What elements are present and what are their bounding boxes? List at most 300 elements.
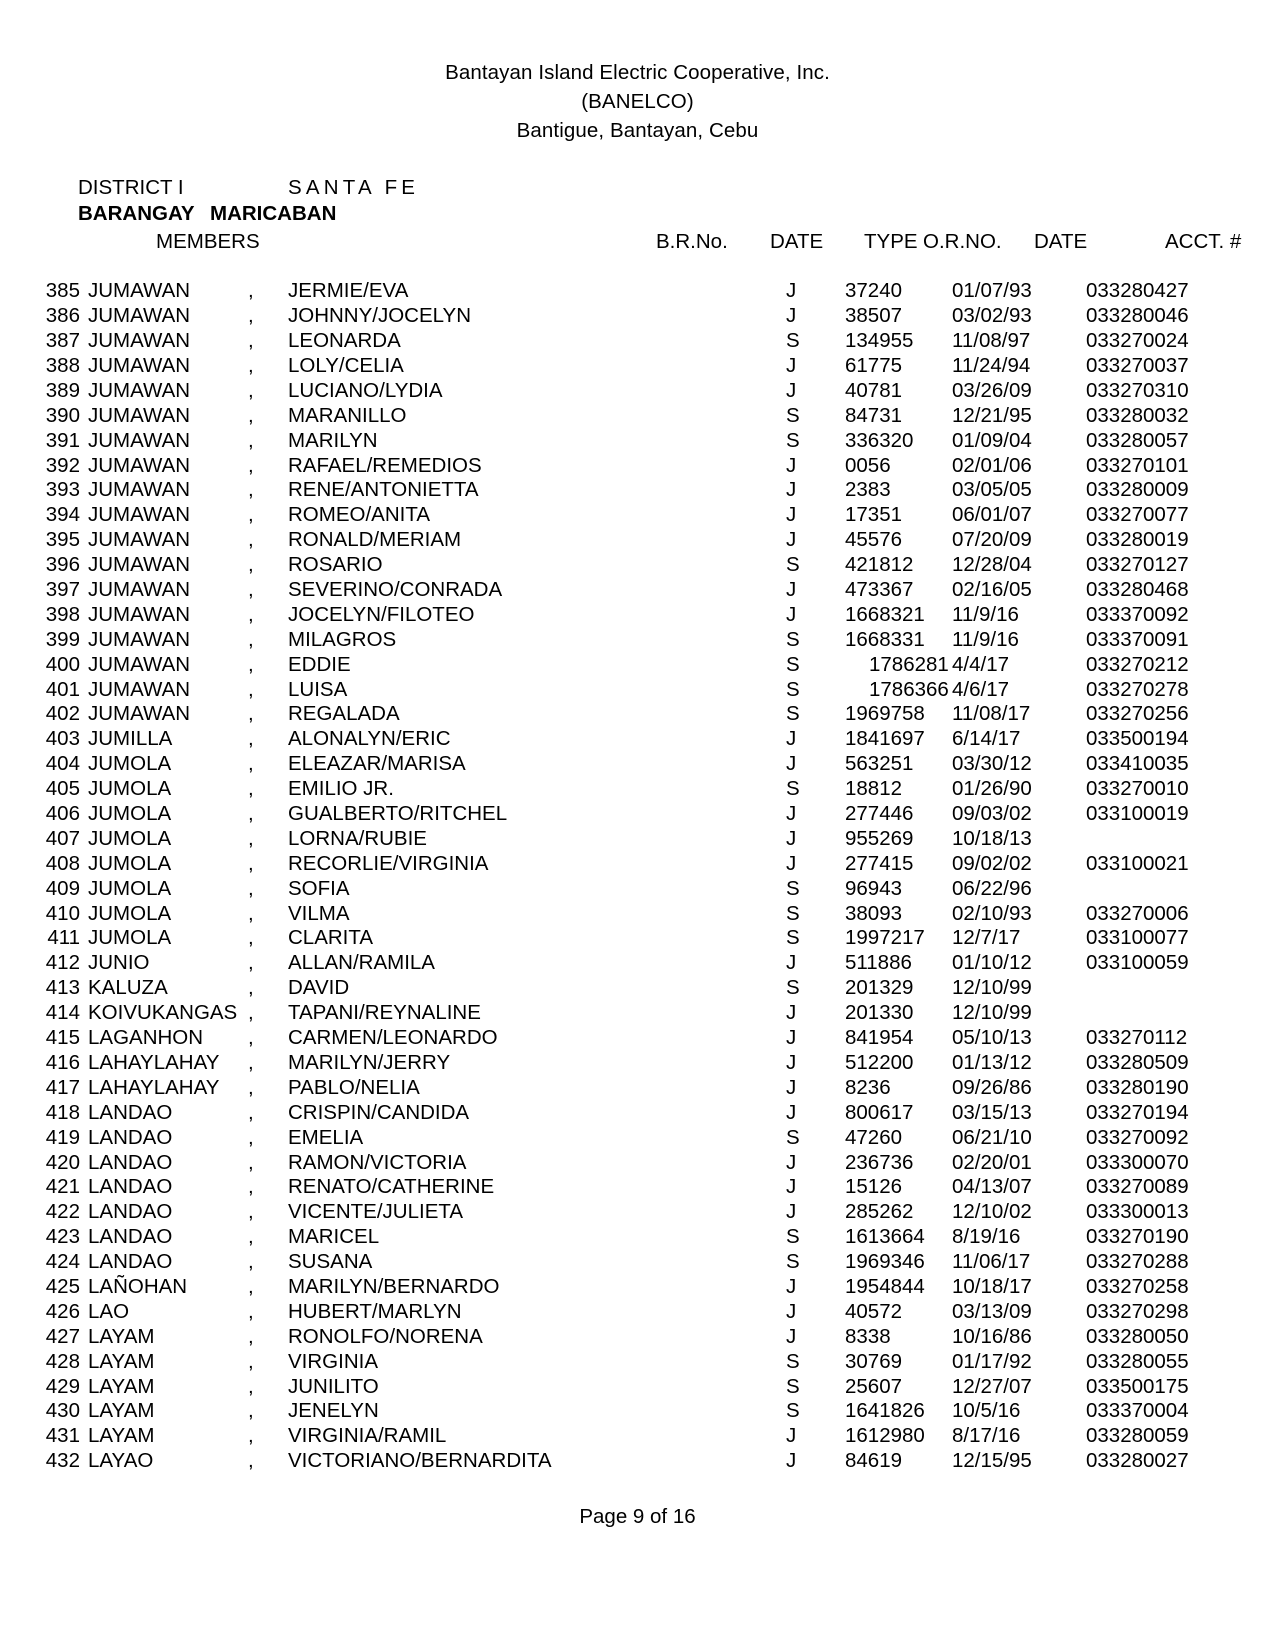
account-number: 033500175 xyxy=(1086,1374,1189,1398)
table-row xyxy=(0,976,1275,1001)
account-number: 033280050 xyxy=(1086,1324,1189,1348)
member-number: 422 xyxy=(45,1200,80,1224)
member-type: J xyxy=(786,802,797,826)
table-row xyxy=(0,1300,1275,1325)
or-date: 03/02/93 xyxy=(952,304,1032,328)
member-given-name: SUSANA xyxy=(288,1250,373,1274)
member-type: S xyxy=(786,1399,800,1423)
member-number: 420 xyxy=(45,1150,80,1174)
or-number: 512200 xyxy=(845,1050,914,1074)
or-number: 277415 xyxy=(845,851,914,875)
or-number: 1668321 xyxy=(845,602,925,626)
member-surname: LAO xyxy=(88,1299,130,1323)
or-date: 09/02/02 xyxy=(952,851,1032,875)
name-separator: , xyxy=(248,1274,254,1298)
member-number: 408 xyxy=(45,851,80,875)
name-separator: , xyxy=(248,304,254,328)
or-number: 473367 xyxy=(845,578,914,602)
member-number: 392 xyxy=(45,453,80,477)
or-number: 25607 xyxy=(845,1374,903,1398)
member-number: 431 xyxy=(45,1424,80,1448)
member-type: J xyxy=(786,279,797,303)
member-number: 394 xyxy=(45,503,80,527)
table-row xyxy=(0,329,1275,354)
member-type: J xyxy=(786,602,797,626)
member-given-name: RONALD/MERIAM xyxy=(288,528,462,552)
member-given-name: JENELYN xyxy=(288,1399,379,1423)
member-type: S xyxy=(786,702,800,726)
or-number: 96943 xyxy=(845,876,903,900)
member-surname: LAYAM xyxy=(88,1324,155,1348)
table-row xyxy=(0,354,1275,379)
member-number: 411 xyxy=(47,926,80,950)
member-number: 417 xyxy=(45,1075,80,1099)
member-given-name: LORNA/RUBIE xyxy=(288,826,427,850)
member-number: 432 xyxy=(45,1449,80,1473)
or-number: 134955 xyxy=(845,329,914,353)
or-number: 277446 xyxy=(845,802,914,826)
name-separator: , xyxy=(248,976,254,1000)
account-number: 033370092 xyxy=(1086,602,1189,626)
account-number: 033270092 xyxy=(1086,1125,1189,1149)
member-number: 402 xyxy=(45,702,80,726)
member-number: 393 xyxy=(45,478,80,502)
member-type: J xyxy=(786,1175,797,1199)
name-separator: , xyxy=(248,1026,254,1050)
member-given-name: MARICEL xyxy=(288,1225,380,1249)
member-number: 391 xyxy=(45,428,80,452)
name-separator: , xyxy=(248,851,254,875)
or-number: 45576 xyxy=(845,528,903,552)
member-number: 425 xyxy=(45,1274,80,1298)
table-row xyxy=(0,1275,1275,1300)
name-separator: , xyxy=(248,553,254,577)
member-number: 407 xyxy=(45,826,80,850)
or-date: 02/10/93 xyxy=(952,901,1032,925)
name-separator: , xyxy=(248,1125,254,1149)
or-number: 336320 xyxy=(845,428,914,452)
account-number: 033270024 xyxy=(1086,329,1189,353)
name-separator: , xyxy=(248,354,254,377)
member-surname: LANDAO xyxy=(88,1250,173,1274)
table-row xyxy=(0,1449,1275,1474)
member-surname: KALUZA xyxy=(88,976,168,1000)
or-date: 12/27/07 xyxy=(952,1374,1032,1398)
name-separator: , xyxy=(248,1150,254,1174)
member-number: 400 xyxy=(45,652,80,676)
table-row xyxy=(0,1399,1275,1424)
member-type: S xyxy=(786,329,800,353)
table-row xyxy=(0,1350,1275,1375)
or-number: 40781 xyxy=(845,378,903,402)
member-number: 419 xyxy=(45,1125,80,1149)
table-row xyxy=(0,304,1275,329)
members-table xyxy=(0,279,1275,1474)
district-label: DISTRICT I xyxy=(78,176,184,200)
member-type: J xyxy=(786,1324,797,1348)
account-number: 033270298 xyxy=(1086,1299,1189,1323)
member-number: 396 xyxy=(45,553,80,577)
name-separator: , xyxy=(248,752,254,776)
member-type: S xyxy=(786,652,800,676)
member-given-name: CARMEN/LEONARDO xyxy=(288,1026,498,1050)
table-row xyxy=(0,404,1275,429)
member-type: J xyxy=(786,378,797,402)
barangay-name: MARICABAN xyxy=(210,202,337,226)
member-given-name: EDDIE xyxy=(288,652,351,676)
member-surname: LANDAO xyxy=(88,1175,173,1199)
or-date: 02/01/06 xyxy=(952,453,1032,477)
member-type: S xyxy=(786,1349,800,1373)
account-number: 033280009 xyxy=(1086,478,1189,502)
member-surname: LANDAO xyxy=(88,1225,173,1249)
account-number: 033300013 xyxy=(1086,1200,1189,1224)
member-surname: JUMILLA xyxy=(88,727,173,751)
or-date: 06/01/07 xyxy=(952,503,1032,527)
member-given-name: RAMON/VICTORIA xyxy=(288,1150,467,1174)
name-separator: , xyxy=(248,428,254,452)
column-header-row xyxy=(78,227,1275,257)
name-separator: , xyxy=(248,1250,254,1274)
table-row xyxy=(0,1001,1275,1026)
member-type: S xyxy=(786,1225,800,1249)
name-separator: , xyxy=(248,1075,254,1099)
or-date: 05/10/13 xyxy=(952,1026,1032,1050)
or-date: 06/21/10 xyxy=(952,1125,1032,1149)
member-type: J xyxy=(786,826,797,850)
member-surname: JUMAWAN xyxy=(88,553,191,577)
or-number: 30769 xyxy=(845,1349,903,1373)
or-date: 02/20/01 xyxy=(952,1150,1032,1174)
account-number: 033270256 xyxy=(1086,702,1189,726)
member-given-name: HUBERT/MARLYN xyxy=(288,1299,462,1323)
table-row xyxy=(0,926,1275,951)
member-surname: JUMOLA xyxy=(88,777,172,801)
member-surname: JUMAWAN xyxy=(88,403,191,427)
member-number: 415 xyxy=(45,1026,80,1050)
member-surname: JUMOLA xyxy=(88,876,172,900)
or-date: 06/22/96 xyxy=(952,876,1032,900)
or-date: 01/07/93 xyxy=(952,279,1032,303)
member-number: 412 xyxy=(45,951,80,975)
account-number: 033270190 xyxy=(1086,1225,1189,1249)
member-number: 405 xyxy=(45,777,80,801)
column-header-br-date: DATE xyxy=(770,230,824,254)
table-row xyxy=(0,1375,1275,1400)
member-type: J xyxy=(786,1026,797,1050)
account-number: 033270127 xyxy=(1086,553,1189,577)
member-type: S xyxy=(786,403,800,427)
name-separator: , xyxy=(248,1001,254,1025)
member-number: 421 xyxy=(45,1175,80,1199)
member-type: J xyxy=(786,1424,797,1448)
or-number: 236736 xyxy=(845,1150,914,1174)
or-date: 03/30/12 xyxy=(952,752,1032,776)
or-date: 4/6/17 xyxy=(952,677,1009,701)
or-date: 12/10/99 xyxy=(952,1001,1032,1025)
account-number: 033270288 xyxy=(1086,1250,1189,1274)
member-surname: LAYAM xyxy=(88,1399,155,1423)
member-given-name: MARILYN xyxy=(288,428,378,452)
account-number: 033100059 xyxy=(1086,951,1189,975)
member-number: 387 xyxy=(45,329,80,353)
account-number: 033280190 xyxy=(1086,1075,1189,1099)
member-type: S xyxy=(786,1250,800,1274)
name-separator: , xyxy=(248,901,254,925)
report-metadata xyxy=(0,173,1275,257)
or-number: 285262 xyxy=(845,1200,914,1224)
member-given-name: ALLAN/RAMILA xyxy=(288,951,435,975)
name-separator: , xyxy=(248,329,254,353)
name-separator: , xyxy=(248,528,254,552)
or-number: 18812 xyxy=(845,777,903,801)
member-given-name: PABLO/NELIA xyxy=(288,1075,420,1099)
member-surname: LAHAYLAHAY xyxy=(88,1075,220,1099)
name-separator: , xyxy=(248,602,254,626)
member-type: J xyxy=(786,752,797,776)
barangay-label: BARANGAY xyxy=(78,202,195,226)
or-number: 2383 xyxy=(845,478,891,502)
or-number: 15126 xyxy=(845,1175,903,1199)
table-row xyxy=(0,702,1275,727)
table-row xyxy=(0,1424,1275,1449)
member-surname: JUMAWAN xyxy=(88,428,191,452)
member-number: 428 xyxy=(45,1349,80,1373)
member-number: 395 xyxy=(45,528,80,552)
table-row xyxy=(0,503,1275,528)
member-given-name: RENATO/CATHERINE xyxy=(288,1175,495,1199)
member-given-name: ALONALYN/ERIC xyxy=(288,727,451,751)
or-number: 563251 xyxy=(845,752,914,776)
or-number: 8338 xyxy=(845,1324,891,1348)
member-number: 403 xyxy=(45,727,80,751)
name-separator: , xyxy=(248,777,254,801)
or-date: 6/14/17 xyxy=(952,727,1021,751)
account-number: 033280057 xyxy=(1086,428,1189,452)
member-surname: JUMOLA xyxy=(88,752,172,776)
or-number: 38507 xyxy=(845,304,903,328)
account-number: 033100021 xyxy=(1086,851,1189,875)
member-number: 406 xyxy=(45,802,80,826)
member-type: J xyxy=(786,1274,797,1298)
name-separator: , xyxy=(248,403,254,427)
member-given-name: LOLY/CELIA xyxy=(288,354,404,377)
member-type: J xyxy=(786,503,797,527)
name-separator: , xyxy=(248,1424,254,1448)
member-number: 398 xyxy=(45,602,80,626)
member-type: J xyxy=(786,478,797,502)
account-number: 033270089 xyxy=(1086,1175,1189,1199)
member-given-name: SOFIA xyxy=(288,876,350,900)
table-row xyxy=(0,603,1275,628)
table-row xyxy=(0,379,1275,404)
or-date: 03/15/13 xyxy=(952,1100,1032,1124)
or-date: 12/21/95 xyxy=(952,403,1032,427)
member-surname: JUMAWAN xyxy=(88,602,191,626)
account-number: 033270006 xyxy=(1086,901,1189,925)
or-number: 61775 xyxy=(845,354,903,377)
member-type: S xyxy=(786,901,800,925)
column-header-type: TYPE xyxy=(864,230,918,254)
table-row xyxy=(0,877,1275,902)
or-number: 47260 xyxy=(845,1125,903,1149)
member-type: J xyxy=(786,528,797,552)
member-type: S xyxy=(786,976,800,1000)
account-number: 033280468 xyxy=(1086,578,1189,602)
or-date: 11/9/16 xyxy=(952,627,1019,651)
or-date: 11/24/94 xyxy=(952,354,1031,377)
or-number: 955269 xyxy=(845,826,914,850)
or-date: 12/28/04 xyxy=(952,553,1032,577)
member-surname: LAYAM xyxy=(88,1349,155,1373)
or-date: 4/4/17 xyxy=(952,652,1009,676)
table-row xyxy=(0,902,1275,927)
or-number: 17351 xyxy=(845,503,903,527)
name-separator: , xyxy=(248,1449,254,1473)
member-type: J xyxy=(786,578,797,602)
member-number: 397 xyxy=(45,578,80,602)
or-number: 421812 xyxy=(845,553,914,577)
cooperative-name: Bantayan Island Electric Cooperative, Inc. xyxy=(445,61,830,84)
or-date: 11/9/16 xyxy=(952,602,1019,626)
column-header-orno: O.R.NO. xyxy=(923,230,1002,254)
member-type: J xyxy=(786,304,797,328)
member-surname: LAHAYLAHAY xyxy=(88,1050,220,1074)
account-number: 033270037 xyxy=(1086,354,1189,377)
table-row xyxy=(0,478,1275,503)
or-number: 201330 xyxy=(845,1001,914,1025)
account-number: 033270112 xyxy=(1086,1026,1188,1050)
or-date: 10/18/17 xyxy=(952,1274,1032,1298)
table-row xyxy=(0,628,1275,653)
member-number: 389 xyxy=(45,378,80,402)
member-surname: KOIVUKANGAS xyxy=(88,1001,238,1025)
table-row xyxy=(0,578,1275,603)
page-number-label: Page 9 of 16 xyxy=(579,1505,696,1528)
column-header-brno: B.R.No. xyxy=(656,230,728,254)
or-number: 201329 xyxy=(845,976,914,1000)
account-number: 033270278 xyxy=(1086,677,1189,701)
member-surname: JUMAWAN xyxy=(88,578,191,602)
or-date: 03/05/05 xyxy=(952,478,1032,502)
or-number: 84731 xyxy=(845,403,903,427)
member-surname: JUMAWAN xyxy=(88,503,191,527)
or-number: 84619 xyxy=(845,1449,903,1473)
account-number: 033280027 xyxy=(1086,1449,1189,1473)
or-date: 01/10/12 xyxy=(952,951,1032,975)
member-type: S xyxy=(786,1125,800,1149)
table-row xyxy=(0,429,1275,454)
account-number: 033270101 xyxy=(1086,453,1189,477)
member-number: 418 xyxy=(45,1100,80,1124)
or-date: 10/18/13 xyxy=(952,826,1032,850)
member-type: J xyxy=(786,453,797,477)
member-type: J xyxy=(786,1050,797,1074)
or-date: 01/17/92 xyxy=(952,1349,1032,1373)
member-surname: JUMAWAN xyxy=(88,652,191,676)
name-separator: , xyxy=(248,826,254,850)
member-type: J xyxy=(786,354,797,377)
or-number: 40572 xyxy=(845,1299,903,1323)
or-number: 1641826 xyxy=(845,1399,925,1423)
name-separator: , xyxy=(248,627,254,651)
account-number: 033270212 xyxy=(1086,652,1189,676)
name-separator: , xyxy=(248,1225,254,1249)
or-number: 38093 xyxy=(845,901,903,925)
table-row xyxy=(0,1101,1275,1126)
table-row xyxy=(0,528,1275,553)
table-row xyxy=(0,777,1275,802)
name-separator: , xyxy=(248,1324,254,1348)
or-number: 800617 xyxy=(845,1100,914,1124)
or-number: 1612980 xyxy=(845,1424,925,1448)
or-date: 12/7/17 xyxy=(952,926,1021,950)
member-number: 388 xyxy=(45,354,80,377)
name-separator: , xyxy=(248,1200,254,1224)
member-given-name: JOHNNY/JOCELYN xyxy=(288,304,472,328)
member-given-name: VILMA xyxy=(288,901,350,925)
member-given-name: VIRGINIA xyxy=(288,1349,378,1373)
member-surname: JUMAWAN xyxy=(88,528,191,552)
member-type: S xyxy=(786,926,800,950)
member-surname: JUMOLA xyxy=(88,802,172,826)
account-number: 033280032 xyxy=(1086,403,1189,427)
member-number: 386 xyxy=(45,304,80,328)
or-number: 1786366 xyxy=(869,677,949,701)
member-surname: JUMAWAN xyxy=(88,378,191,402)
member-given-name: ROSARIO xyxy=(288,553,383,577)
name-separator: , xyxy=(248,951,254,975)
account-number: 033270010 xyxy=(1086,777,1189,801)
member-number: 430 xyxy=(45,1399,80,1423)
name-separator: , xyxy=(248,1100,254,1124)
member-surname: JUMAWAN xyxy=(88,453,191,477)
member-type: J xyxy=(786,1449,797,1473)
member-given-name: RENE/ANTONIETTA xyxy=(288,478,479,502)
name-separator: , xyxy=(248,677,254,701)
member-type: J xyxy=(786,1299,797,1323)
or-date: 11/06/17 xyxy=(952,1250,1031,1274)
member-given-name: LUCIANO/LYDIA xyxy=(288,378,443,402)
member-number: 399 xyxy=(45,627,80,651)
column-header-or-date: DATE xyxy=(1034,230,1088,254)
table-row xyxy=(0,653,1275,678)
table-row xyxy=(0,951,1275,976)
account-number: 033280059 xyxy=(1086,1424,1189,1448)
or-date: 09/03/02 xyxy=(952,802,1032,826)
table-row xyxy=(0,1076,1275,1101)
member-surname: JUMAWAN xyxy=(88,304,191,328)
member-given-name: MARILYN/JERRY xyxy=(288,1050,451,1074)
name-separator: , xyxy=(248,1349,254,1373)
member-type: J xyxy=(786,1001,797,1025)
table-row xyxy=(0,827,1275,852)
name-separator: , xyxy=(248,1175,254,1199)
or-number: 8236 xyxy=(845,1075,891,1099)
or-date: 12/10/02 xyxy=(952,1200,1032,1224)
or-date: 03/26/09 xyxy=(952,378,1032,402)
name-separator: , xyxy=(248,1374,254,1398)
or-number: 1841697 xyxy=(845,727,925,751)
table-row xyxy=(0,1175,1275,1200)
table-row xyxy=(0,752,1275,777)
member-surname: LANDAO xyxy=(88,1200,173,1224)
account-number: 033100077 xyxy=(1086,926,1189,950)
member-surname: JUMAWAN xyxy=(88,478,191,502)
member-type: J xyxy=(786,1075,797,1099)
or-number: 1969346 xyxy=(845,1250,925,1274)
member-type: J xyxy=(786,1100,797,1124)
